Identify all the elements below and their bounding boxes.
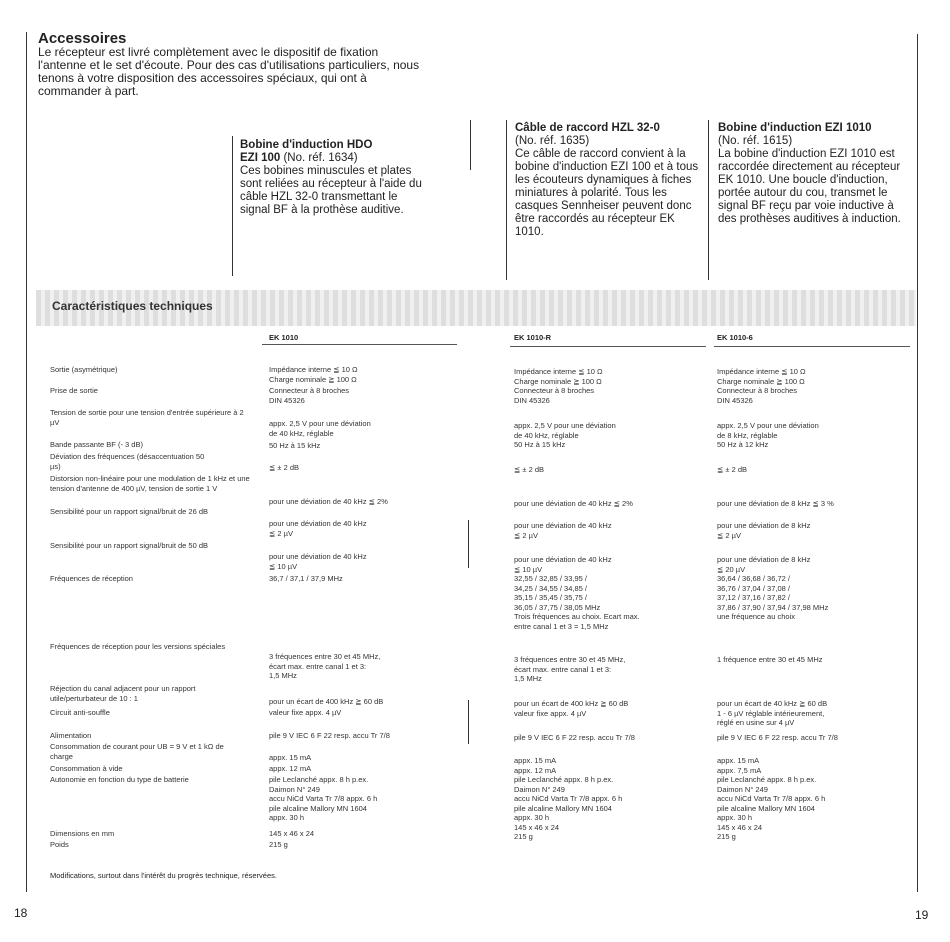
left-margin-rule bbox=[26, 32, 27, 892]
ek1010-value: pour un écart de 400 kHz ≧ 60 dB bbox=[269, 697, 384, 706]
ezi1010-ref: (No. réf. 1615) bbox=[718, 135, 793, 147]
ezi1010-block bbox=[718, 122, 908, 226]
spec-label: Autonomie en fonction du type de batterie bbox=[50, 775, 189, 784]
spec-label: Bande passante BF (- 3 dB) bbox=[50, 440, 143, 449]
col-ek1010: EK 1010 bbox=[269, 333, 299, 342]
center-rule-top bbox=[470, 120, 471, 170]
ek1010-value: 50 Hz à 15 kHz bbox=[269, 441, 321, 450]
spec-label: Sensibilité pour un rapport signal/bruit de 50 dB bbox=[50, 541, 209, 550]
ek1010r-value: pile 9 V IEC 6 F 22 resp. accu Tr 7/8 bbox=[514, 733, 635, 742]
ek10106-value: appx. 15 mA appx. 7,5 mA pile Leclanché appx. 8 h p.ex. Daimon N° 249 accu NiCd Varta Tr 7/8 appx. 6 h pile alcaline Mallory MN 1604 appx. 30 h 145 x 46 x 24 215 g bbox=[717, 756, 826, 841]
ek1010-value: Connecteur à 8 broches DIN 45326 bbox=[269, 386, 350, 405]
ek10106-value: ≦ ± 2 dB bbox=[717, 465, 747, 474]
ezi1010-rule bbox=[708, 120, 709, 280]
ek10106-value: pour un écart de 40 kHz ≧ 60 dB 1 - 6 µV réglable intérieurement, réglé en usine sur 4 µV bbox=[717, 699, 828, 727]
hdo-title: Bobine d'induction HDO bbox=[240, 139, 373, 151]
spec-label: Tension de sortie pour une tension d'entrée supérieure à 2 µV bbox=[50, 408, 244, 427]
spec-label: Alimentation bbox=[50, 731, 92, 740]
spec-label: Prise de sortie bbox=[50, 386, 98, 395]
ek1010r-value: Impédance interne ≦ 10 Ω Charge nominale ≧ 100 Ω Connecteur à 8 broches DIN 45326 bbox=[514, 367, 603, 405]
accessories-text: Le récepteur est livré complètement avec le dispositif de fixation l'antenne et le set d'écoute. Pour des cas d'utilisations particuliers, nous tenons à votre disposition des accessoires spéciaux, qui ont à commander à part. bbox=[38, 45, 420, 98]
footnote: Modifications, surtout dans l'intérêt du progrès technique, réservées. bbox=[50, 871, 277, 880]
ek10106-value: pour une déviation de 8 kHz ≦ 20 µV 36,64 / 36,68 / 36,72 / 36,76 / 37,04 / 37,08 / 37,12 / 37,16 / 37,82 / 37,86 / 37,90 / 37,94 / 37,98 MHz une fréquence au choix bbox=[717, 555, 829, 621]
accessories-title: Accessoires bbox=[38, 30, 127, 47]
ek1010-value: 215 g bbox=[269, 840, 288, 849]
ek1010r-value: pour une déviation de 40 kHz ≦ 10 µV 32,55 / 32,85 / 33,95 / 34,25 / 34,55 / 34,85 / 35,15 / 35,45 / 35,75 / 36,05 / 37,75 / 38,05 MHz Trois fréquences au choix. Ecart max. entre canal 1 et 3 = 1,5 MHz bbox=[514, 555, 640, 631]
cable-ref: (No. réf. 1635) bbox=[515, 135, 590, 147]
hdo-block bbox=[240, 139, 430, 217]
hdo-ref: (No. réf. 1634) bbox=[280, 152, 358, 164]
cable-rule bbox=[506, 120, 507, 280]
spec-label: Sensibilité pour un rapport signal/bruit de 26 dB bbox=[50, 507, 209, 516]
page-number-left: 18 bbox=[14, 906, 28, 920]
spec-label: Déviation des fréquences (désaccentuation 50 µs) bbox=[50, 452, 205, 471]
spec-label: Consommation à vide bbox=[50, 764, 123, 773]
ek10106-value: pour une déviation de 8 kHz ≦ 3 % bbox=[717, 499, 834, 508]
right-margin-rule bbox=[917, 34, 918, 892]
header-rule-2 bbox=[510, 346, 706, 347]
ek1010-value: pile 9 V IEC 6 F 22 resp. accu Tr 7/8 bbox=[269, 731, 390, 740]
ek1010r-value: pour un écart de 400 kHz ≧ 60 dB valeur fixe appx. 4 µV bbox=[514, 699, 629, 718]
cable-block bbox=[515, 122, 705, 239]
hdo-model: EZI 100 bbox=[240, 152, 281, 164]
ek1010-value: appx. 2,5 V pour une déviation de 40 kHz, réglable bbox=[269, 419, 371, 438]
ek1010-value: ≦ ± 2 dB bbox=[269, 463, 299, 472]
ek1010-value: 145 x 46 x 24 bbox=[269, 829, 315, 838]
ek10106-value: pour une déviation de 8 kHz ≦ 2 µV bbox=[717, 521, 811, 540]
spec-label: Sortie (asymétrique) bbox=[50, 365, 118, 374]
spec-label: Poids bbox=[50, 840, 69, 849]
center-rule-low bbox=[468, 700, 469, 744]
ek10106-value: Impédance interne ≦ 10 Ω Charge nominale ≧ 100 Ω Connecteur à 8 broches DIN 45326 bbox=[717, 367, 806, 405]
ek1010-value: pour une déviation de 40 kHz ≦ 10 µV bbox=[269, 552, 367, 571]
header-rule-3 bbox=[714, 346, 910, 347]
ek10106-value: pile 9 V IEC 6 F 22 resp. accu Tr 7/8 bbox=[717, 733, 838, 742]
ek1010r-value: pour une déviation de 40 kHz ≦ 2 µV bbox=[514, 521, 612, 540]
ek10106-value: appx. 2,5 V pour une déviation de 8 kHz, réglable 50 Hz à 12 kHz bbox=[717, 421, 819, 449]
spec-label: Fréquences de réception pour les versions spéciales bbox=[50, 642, 226, 651]
ek1010-value: Impédance interne ≦ 10 Ω Charge nominale ≧ 100 Ω bbox=[269, 365, 358, 384]
ek1010-value: pile Leclanché appx. 8 h p.ex. Daimon N° 249 accu NiCd Varta Tr 7/8 appx. 6 h pile alcaline Mallory MN 1604 appx. 30 h bbox=[269, 775, 378, 822]
ezi1010-title: Bobine d'induction EZI 1010 bbox=[718, 122, 872, 134]
ek1010-value: appx. 15 mA bbox=[269, 753, 312, 762]
specs-title: Caractéristiques techniques bbox=[52, 299, 213, 313]
ek1010r-value: ≦ ± 2 dB bbox=[514, 465, 544, 474]
spec-label: Consommation de courant pour UB = 9 V et 1 kΩ de charge bbox=[50, 742, 224, 761]
spec-label: Dimensions en mm bbox=[50, 829, 115, 838]
spec-label: Distorsion non-linéaire pour une modulation de 1 kHz et une tension d'antenne de 400 µV, tension de sortie 1 V bbox=[50, 474, 250, 493]
ek1010r-value: appx. 15 mA appx. 12 mA pile Leclanché appx. 8 h p.ex. Daimon N° 249 accu NiCd Varta Tr 7/8 appx. 6 h pile alcaline Mallory MN 1604 appx. 30 h 145 x 46 x 24 215 g bbox=[514, 756, 623, 841]
ek1010-value: pour une déviation de 40 kHz ≦ 2 µV bbox=[269, 519, 367, 538]
ek1010-value: pour une déviation de 40 kHz ≦ 2% bbox=[269, 497, 388, 506]
spec-label: Fréquences de réception bbox=[50, 574, 133, 583]
spec-label: Circuit anti-souffle bbox=[50, 708, 110, 717]
ezi1010-text: La bobine d'induction EZI 1010 est raccordée directement au récepteur EK 1010. Une boucle d'induction, portée autour du cou, transmet le signal BF reçu par voie inductive à des prothèses auditives à induction. bbox=[718, 148, 901, 225]
hdo-rule bbox=[232, 136, 233, 276]
ek1010r-value: pour une déviation de 40 kHz ≦ 2% bbox=[514, 499, 633, 508]
ek1010-value: 36,7 / 37,1 / 37,9 MHz bbox=[269, 574, 343, 583]
ek1010-value: appx. 12 mA bbox=[269, 764, 312, 773]
center-rule-mid bbox=[468, 520, 469, 568]
ek1010-value: valeur fixe appx. 4 µV bbox=[269, 708, 342, 717]
col-ek1010r: EK 1010-R bbox=[514, 333, 552, 342]
ek1010r-value: appx. 2,5 V pour une déviation de 40 kHz, réglable 50 Hz à 15 kHz bbox=[514, 421, 616, 449]
hdo-text: Ces bobines minuscules et plates sont reliées au récepteur à l'aide du câble HZL 32-0 transmettant le signal BF à la prothèse auditive. bbox=[240, 165, 422, 216]
col-ek10106: EK 1010-6 bbox=[717, 333, 753, 342]
cable-text: Ce câble de raccord convient à la bobine d'induction EZI 100 et à tous les écouteurs dynamiques à fiches miniatures à polarité. Tous les casques Sennheiser peuvent donc être raccordés au récepteur EK 1010. bbox=[515, 148, 699, 238]
cable-title: Câble de raccord HZL 32-0 bbox=[515, 122, 660, 134]
page-number-right: 19 bbox=[915, 908, 929, 922]
header-rule-1 bbox=[262, 344, 457, 345]
ek10106-value: 1 fréquence entre 30 et 45 MHz bbox=[717, 655, 823, 664]
ek1010r-value: 3 fréquences entre 30 et 45 MHz, écart max. entre canal 1 et 3: 1,5 MHz bbox=[514, 655, 626, 683]
ek1010-value: 3 fréquences entre 30 et 45 MHz, écart max. entre canal 1 et 3: 1,5 MHz bbox=[269, 652, 381, 680]
spec-label: Réjection du canal adjacent pour un rapport utile/perturbateur de 10 : 1 bbox=[50, 684, 196, 703]
